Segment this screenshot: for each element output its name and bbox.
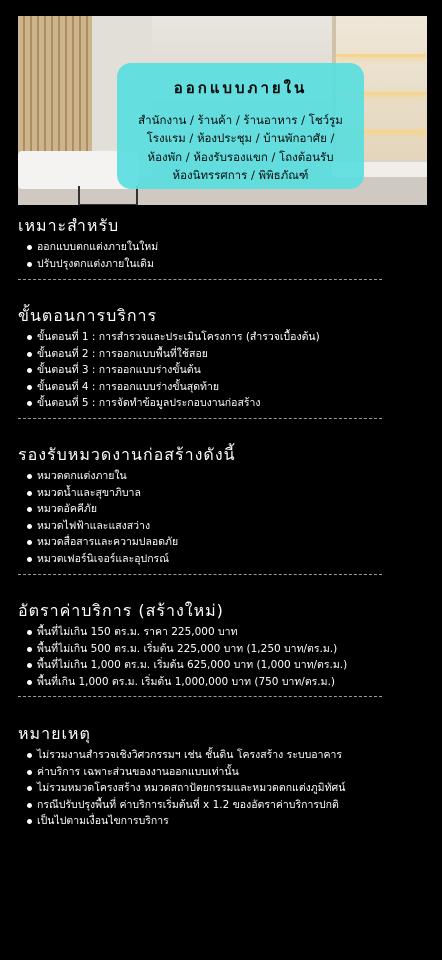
list-item: ค่าบริการ เฉพาะส่วนของงานออกแบบเท่านั้น [18, 764, 388, 781]
list-item: หมวดเฟอร์นิเจอร์และอุปกรณ์ [18, 551, 388, 568]
section-pricing [18, 601, 388, 690]
section-divider [18, 418, 382, 419]
list-item: ขั้นตอนที่ 2 : การออกแบบพื้นที่ใช้สอย [18, 346, 388, 363]
list-item: พื้นที่ไม่เกิน 1,000 ตร.ม. เริ่มต้น 625,000 บาท (1,000 บาท/ตร.ม.) [18, 657, 388, 674]
hero-service-list [117, 111, 364, 184]
bullet-list [18, 624, 388, 690]
section-service-steps [18, 306, 388, 412]
section-heading: รองรับหมวดงานก่อสร้างดังนี้ [18, 445, 236, 464]
section-divider [18, 696, 382, 697]
list-item: ขั้นตอนที่ 3 : การออกแบบร่างขั้นต้น [18, 362, 388, 379]
section-heading: เหมาะสำหรับ [18, 216, 120, 235]
list-item: ขั้นตอนที่ 4 : การออกแบบร่างขั้นสุดท้าย [18, 379, 388, 396]
section-divider [18, 574, 382, 575]
list-item: ขั้นตอนที่ 1 : การสำรวจและประเมินโครงการ (สำรวจเบื้องต้น) [18, 329, 388, 346]
list-item: เป็นไปตามเงื่อนไขการบริการ [18, 813, 388, 830]
list-item: พื้นที่ไม่เกิน 150 ตร.ม. ราคา 225,000 บาท [18, 624, 388, 641]
hero-banner [18, 16, 427, 205]
hero-shelf [336, 54, 427, 57]
list-item: หมวดอัคคีภัย [18, 501, 388, 518]
bullet-list [18, 329, 388, 412]
list-item: หมวดน้ำและสุขาภิบาล [18, 485, 388, 502]
list-item: พื้นที่ไม่เกิน 500 ตร.ม. เริ่มต้น 225,000 บาท (1,250 บาท/ตร.ม.) [18, 641, 388, 658]
list-item: ไม่รวมงานสำรวจเชิงวิศวกรรมฯ เช่น ชั้นดิน โครงสร้าง ระบบอาคาร [18, 747, 388, 764]
hero-line: สำนักงาน / ร้านค้า / ร้านอาหาร / โชว์รูม [138, 113, 343, 127]
bullet-list [18, 239, 388, 272]
hero-caption-panel [117, 63, 364, 189]
hero-line: ห้องนิทรรศการ / พิพิธภัณฑ์ [172, 167, 309, 182]
list-item: หมวดสื่อสารและความปลอดภัย [18, 534, 388, 551]
list-item: หมวดตกแต่งภายใน [18, 468, 388, 485]
list-item: ปรับปรุงตกแต่งภายในเดิม [18, 256, 388, 273]
list-item: พื้นที่เกิน 1,000 ตร.ม. เริ่มต้น 1,000,000 บาท (750 บาท/ตร.ม.) [18, 674, 388, 691]
section-divider [18, 279, 382, 280]
hero-line: ห้องพัก / ห้องรับรองแขก / โถงต้อนรับ [147, 149, 334, 164]
section-heading: หมายเหตุ [18, 724, 91, 743]
bullet-list [18, 747, 388, 830]
bullet-list [18, 468, 388, 567]
section-heading: ขั้นตอนการบริการ [18, 306, 158, 325]
hero-title: ออกแบบภายใน [173, 79, 308, 97]
list-item: ออกแบบตกแต่งภายในใหม่ [18, 239, 388, 256]
list-item: กรณีปรับปรุงพื้นที่ ค่าบริการเริ่มต้นที่ x 1.2 ของอัตราค่าบริการปกติ [18, 797, 388, 814]
list-item: หมวดไฟฟ้าและแสงสว่าง [18, 518, 388, 535]
hero-line: โรงแรม / ห้องประชุม / บ้านพักอาศัย / [146, 131, 335, 146]
section-work-categories [18, 445, 388, 567]
list-item: ขั้นตอนที่ 5 : การจัดทำข้อมูลประกอบงานก่อสร้าง [18, 395, 388, 412]
section-heading: อัตราค่าบริการ (สร้างใหม่) [18, 601, 224, 620]
section-notes [18, 724, 388, 830]
section-suitable-for [18, 216, 388, 272]
list-item: ไม่รวมหมวดโครงสร้าง หมวดสถาปัตยกรรมและหมวดตกแต่งภูมิทัศน์ [18, 780, 388, 797]
